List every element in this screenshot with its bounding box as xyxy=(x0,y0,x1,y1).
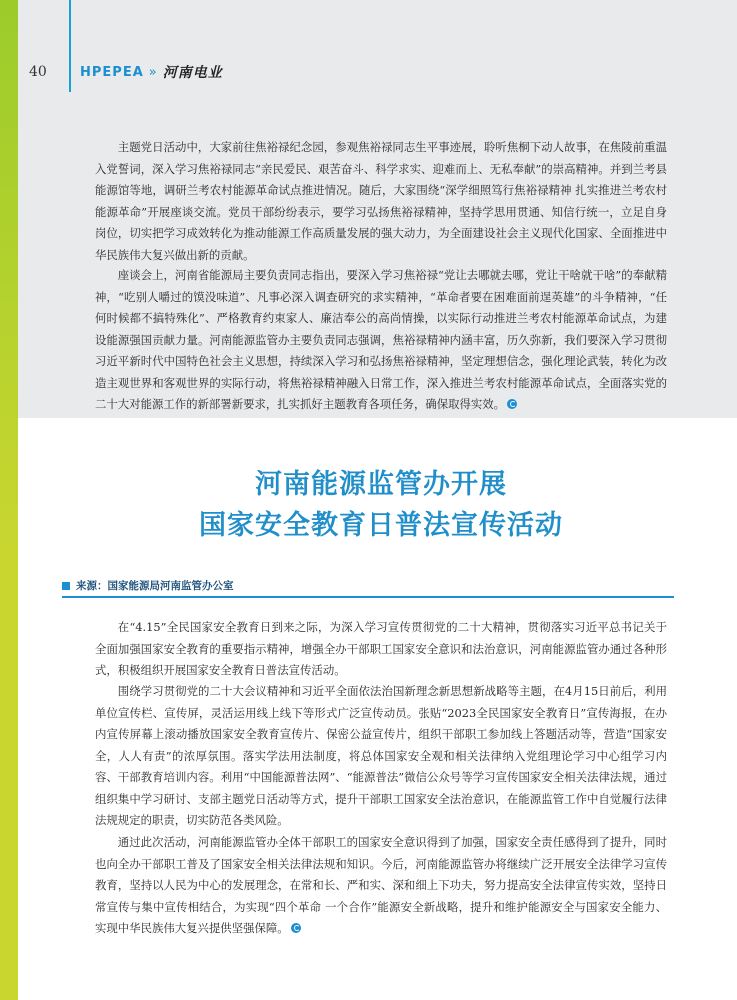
article2-paragraph-1: 在“4.15”全民国家安全教育日到来之际，为深入学习宣传贯彻党的二十大精神，贯彻落实习近平总书记关于全面加强国家安全教育的重要指示精神，增强全办干部职工国家安全意识和法治意识，河南能源监管办通过各种形式，积极组织开展国家安全教育日普法宣传活动。 xyxy=(95,620,667,677)
article1-paragraph-2-text: 座谈会上，河南省能源局主要负责同志指出，要深入学习焦裕禄“党让去哪就去哪，党让干啥就干啥”的奉献精神，“吃别人嚼过的馍没味道”、凡事必深入调查研究的求实精神，“革命者要在困难面前逞英雄”的斗争精神，“任何时候都不搞特殊化”、严格教育约束家人、廉洁奉公的高尚情操，以实际行动推进兰考农村能源革命试点，为建设能源强国贡献力量。河南能源监管办主要负责同志强调，焦裕禄精神内涵丰富，历久弥新，我们要深入学习贯彻习近平新时代中国特色社会主义思想，持续深入学习和弘扬焦裕禄精神，坚定理想信念，强化理论武装，转化为改造主观世界和客观世界的实际行动，将焦裕禄精神融入日常工作，深入推进兰考农村能源革命试点，全面落实党的二十大对能源工作的新部署新要求，扎实抓好主题教育各项任务，确保取得实效。 xyxy=(95,268,667,411)
magazine-logo xyxy=(80,63,223,81)
article1-paragraph-1: 主题党日活动中，大家前往焦裕禄纪念园，参观焦裕禄同志生平事迹展，聆听焦桐下动人故事，在焦陵前重温入党誓词，深入学习焦裕禄同志“亲民爱民、艰苦奋斗、科学求实、迎难而上、无私奉献”的崇高精神。并到兰考县能源馆等地，调研兰考农村能源革命试点推进情况。随后，大家围绕“深学细照笃行焦裕禄精神 扎实推进兰考农村能源革命”开展座谈交流。党员干部纷纷表示，要学习弘扬焦裕禄精神，坚持学思用贯通、知信行统一，立足自身岗位，切实把学习成效转化为推动能源工作高质量发展的强大动力，为全面建设社会主义现代化国家、全面推进中华民族伟大复兴做出新的贡献。 xyxy=(95,140,667,262)
article2-title-line-2: 国家安全教育日普法宣传活动 xyxy=(199,510,563,541)
header-divider-line xyxy=(69,0,71,92)
article2-source xyxy=(62,578,234,593)
article2-paragraph-2: 围绕学习贯彻党的二十大会议精神和习近平全面依法治国新理念新思想新战略等主题，在4月15日前后，利用单位宣传栏、宣传屏，灵活运用线上线下等形式广泛宣传动员。张贴“2023全民国家安全教育日”宣传海报，在办内宣传屏幕上滚动播放国家安全教育宣传片、保密公益宣传片，组织干部职工参加线上答题活动等，营造“国家安全，人人有责”的浓厚氛围。落实学法用法制度，将总体国家安全观和相关法律纳入党组理论学习中心组学习内容、干部教育培训内容。利用“中国能源普法网”、“能源普法”微信公众号等学习宣传国家安全相关法律法规，通过组织集中学习研讨、支部主题党日活动等方式，提升干部职工国家安全法治意识，在能源监管工作中自觉履行法律法规规定的职责，切实防范各类风险。 xyxy=(95,684,667,827)
left-accent-bar xyxy=(0,0,18,1000)
logo-latin-text: HPEPEA xyxy=(80,64,144,80)
end-mark-icon xyxy=(507,399,517,409)
end-mark-icon xyxy=(291,923,301,933)
source-square-icon xyxy=(62,582,70,590)
article1-paragraph-2 xyxy=(95,265,667,416)
source-text: 来源：国家能源局河南监管办公室 xyxy=(76,580,234,592)
article2-paragraph-3-text: 通过此次活动，河南能源监管办全体干部职工的国家安全意识得到了加强，国家安全责任感得到了提升，同时也向全办干部职工普及了国家安全相关法律法规和知识。今后，河南能源监管办将继续广泛开展安全法律学习宣传教育，坚持以人民为中心的发展理念，在常和长、严和实、深和细上下功夫，努力提高安全法律宣传实效，坚持日常宣传与集中宣传相结合，为实现“四个革命 一个合作”能源安全新战略，提升和维护能源安全与国家安全能力、实现中华民族伟大复兴提供坚强保障。 xyxy=(95,835,667,935)
page-number: 40 xyxy=(29,64,47,80)
article2-paragraph-3 xyxy=(95,832,667,940)
article2-title-line-1: 河南能源监管办开展 xyxy=(255,469,507,500)
logo-arrow-icon: » xyxy=(148,64,157,80)
logo-chinese-text: 河南电业 xyxy=(162,65,223,81)
source-underline xyxy=(62,596,674,598)
